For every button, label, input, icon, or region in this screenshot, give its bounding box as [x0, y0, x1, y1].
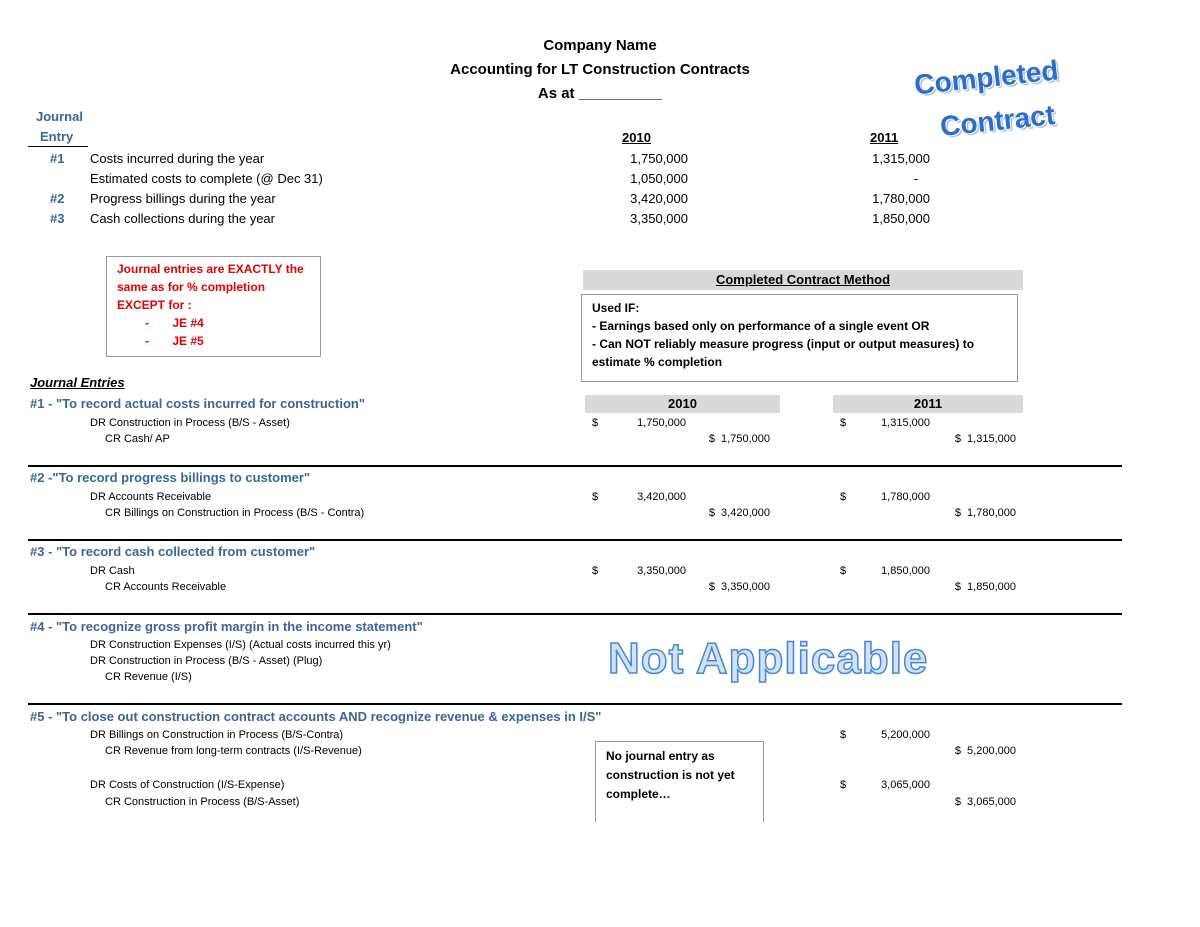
- je-year2: 2011: [833, 395, 1023, 413]
- summary-je: #3: [50, 211, 65, 226]
- je1-dr: DR Construction in Process (B/S - Asset): [90, 417, 290, 429]
- journal-entries-heading: Journal Entries: [30, 375, 125, 390]
- note-item-je4: - JE #4: [145, 316, 204, 330]
- je-year1: 2010: [585, 395, 780, 413]
- je3-dr: DR Cash: [90, 565, 135, 577]
- note-line3: EXCEPT for :: [117, 298, 192, 312]
- note-line2: same as for % completion: [117, 280, 266, 294]
- method-line2: - Can NOT reliably measure progress (input or output measures) to: [592, 337, 975, 351]
- dollar-sign: $: [840, 565, 847, 577]
- je4-line3: CR Revenue (I/S): [105, 671, 192, 683]
- no-entry-line1: No journal entry as: [606, 749, 715, 763]
- summary-v2: 1,850,000: [872, 211, 930, 226]
- summary-v2: -: [913, 171, 918, 186]
- je3-cr2: $ 1,850,000: [954, 581, 1016, 593]
- company-name: Company Name: [543, 37, 657, 54]
- je5-line2: CR Revenue from long-term contracts (I/S-Revenue): [105, 745, 362, 757]
- col-entry: Entry: [40, 129, 74, 144]
- je5-line3: DR Costs of Construction (I/S-Expense): [90, 779, 285, 791]
- summary-v1: 1,750,000: [630, 151, 688, 166]
- je5-line4: CR Construction in Process (B/S-Asset): [105, 796, 300, 808]
- summary-v1: 3,350,000: [630, 211, 688, 226]
- method-box: [581, 294, 1018, 382]
- divider: [28, 613, 1122, 615]
- as-at-line: As at __________: [537, 85, 663, 102]
- divider: [28, 703, 1122, 705]
- not-applicable-stamp: Not Applicable: [608, 634, 929, 683]
- je1-dr1: 1,750,000: [637, 417, 686, 429]
- je1-title: #1 - "To record actual costs incurred for construction": [30, 396, 365, 411]
- je4-line2: DR Construction in Process (B/S - Asset) (Plug): [90, 655, 323, 667]
- dollar-sign: $: [592, 565, 599, 577]
- je4-title: #4 - "To recognize gross profit margin in the income statement": [30, 619, 423, 634]
- contract-stamp: Contract: [938, 99, 1057, 142]
- je2-title: #2 -"To record progress billings to customer": [30, 470, 311, 485]
- je3-title: #3 - "To record cash collected from customer": [30, 544, 316, 559]
- note-item-je5: - JE #5: [145, 334, 204, 348]
- method-line3: estimate % completion: [592, 355, 723, 369]
- dollar-sign: $: [840, 779, 847, 791]
- je2-dr2: 1,780,000: [881, 491, 930, 503]
- summary-v2: 1,780,000: [872, 191, 930, 206]
- dollar-sign: $: [840, 729, 847, 741]
- je3-cr1: $ 3,350,000: [708, 581, 770, 593]
- je5-dr-b: 3,065,000: [881, 779, 930, 791]
- je2-dr1: 3,420,000: [637, 491, 686, 503]
- je2-cr2: $ 1,780,000: [954, 507, 1016, 519]
- summary-v2: 1,315,000: [872, 151, 930, 166]
- je5-cr-b: $ 3,065,000: [954, 796, 1016, 808]
- method-header: [583, 270, 1023, 290]
- je3-dr1: 3,350,000: [637, 565, 686, 577]
- col-journal: Journal: [36, 109, 83, 124]
- je5-dr-a: 5,200,000: [881, 729, 930, 741]
- je4-line1: DR Construction Expenses (I/S) (Actual costs incurred this yr): [90, 639, 391, 651]
- summary-label: Costs incurred during the year: [90, 151, 265, 166]
- dollar-sign: $: [592, 491, 599, 503]
- divider: [28, 539, 1122, 541]
- divider: [28, 465, 1122, 467]
- je2-dr: DR Accounts Receivable: [90, 491, 212, 503]
- je1-cr1: $ 1,750,000: [708, 433, 770, 445]
- je5-title: #5 - "To close out construction contract accounts AND recognize revenue & expenses in I/S": [30, 709, 602, 724]
- je1-cr: CR Cash/ AP: [105, 433, 170, 445]
- method-line1: - Earnings based only on performance of a single event OR: [592, 319, 930, 333]
- summary-year1: 2010: [622, 130, 651, 145]
- dollar-sign: $: [592, 417, 599, 429]
- je5-line1: DR Billings on Construction in Process (B/S-Contra): [90, 729, 344, 741]
- je2-cr1: $ 3,420,000: [708, 507, 770, 519]
- je2-cr: CR Billings on Construction in Process (B/S - Contra): [105, 507, 365, 519]
- dollar-sign: $: [840, 417, 847, 429]
- summary-v1: 3,420,000: [630, 191, 688, 206]
- entry-underline: [28, 146, 88, 147]
- summary-label: Progress billings during the year: [90, 191, 276, 206]
- je1-dr2: 1,315,000: [881, 417, 930, 429]
- no-entry-note: [595, 741, 764, 822]
- je3-cr: CR Accounts Receivable: [105, 581, 227, 593]
- summary-je: #2: [50, 191, 65, 206]
- method-title: Completed Contract Method: [715, 272, 891, 287]
- report-title: Accounting for LT Construction Contracts: [450, 61, 750, 78]
- used-if: Used IF:: [592, 301, 640, 315]
- summary-label: Estimated costs to complete (@ Dec 31): [90, 171, 323, 186]
- no-entry-line3: complete…: [606, 787, 671, 801]
- note-line1: Journal entries are EXACTLY the: [117, 262, 304, 276]
- summary-year2: 2011: [870, 130, 899, 145]
- no-entry-line2: construction is not yet: [606, 768, 735, 782]
- dollar-sign: $: [840, 491, 847, 503]
- completed-stamp: Completed: [912, 54, 1060, 101]
- exception-note: [106, 256, 321, 357]
- summary-label: Cash collections during the year: [90, 211, 275, 226]
- je3-dr2: 1,850,000: [881, 565, 930, 577]
- summary-je: #1: [50, 151, 65, 166]
- summary-v1: 1,050,000: [630, 171, 688, 186]
- je1-cr2: $ 1,315,000: [954, 433, 1016, 445]
- je5-cr-a: $ 5,200,000: [954, 745, 1016, 757]
